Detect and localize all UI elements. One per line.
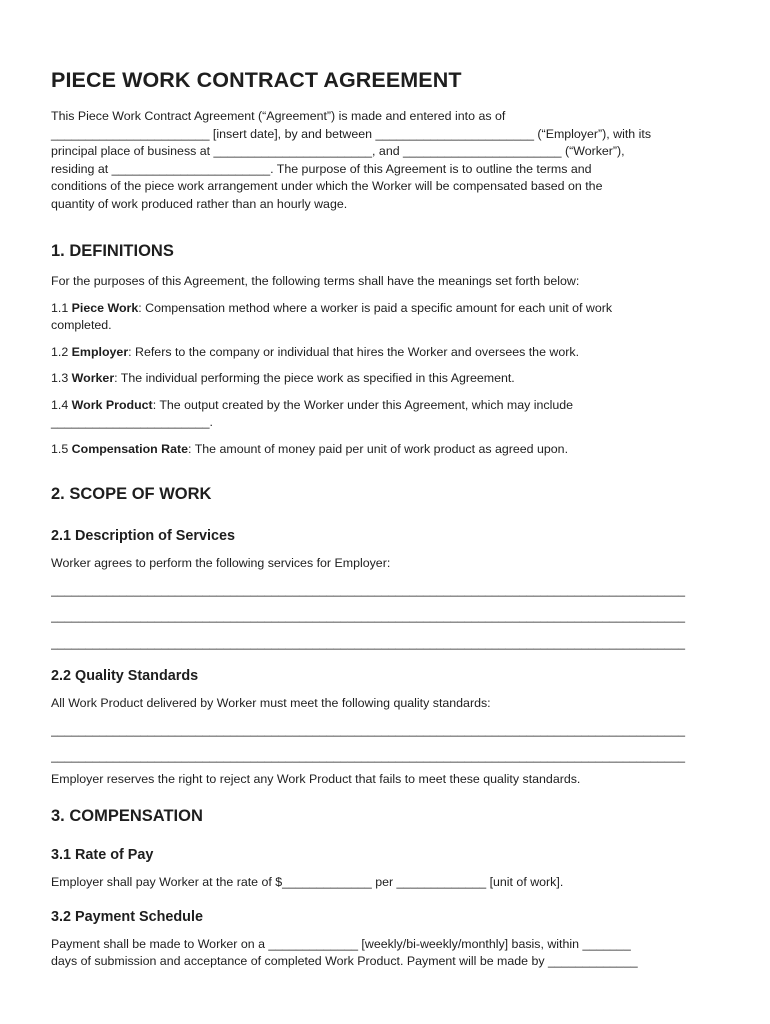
document-title: PIECE WORK CONTRACT AGREEMENT: [51, 68, 462, 92]
definition-item: [51, 344, 719, 362]
schedule-text: Payment shall be made to Worker on a _____________ [weekly/bi-weekly/monthly] basis, within _______ days of submission and acceptance of completed Work Product. Payment will be made by _____________: [51, 936, 638, 968]
definition-text: : The output created by the Worker under this Agreement, which may include _______________________.: [51, 397, 574, 429]
definition-number: 1.4: [51, 397, 72, 412]
schedule-heading: 3.2 Payment Schedule: [51, 908, 203, 925]
rate-heading: 3.1 Rate of Pay: [51, 847, 154, 863]
definition-term: Compensation Rate: [71, 441, 189, 456]
definition-text: : Refers to the company or individual that hires the Worker and oversees the work.: [128, 344, 580, 359]
definition-term: Piece Work: [71, 300, 139, 315]
definition-term: Employer: [71, 344, 129, 359]
definition-item: [51, 441, 719, 459]
definition-text: : Compensation method where a worker is paid a specific amount for each unit of work completed.: [51, 300, 613, 332]
intro-paragraph: This Piece Work Contract Agreement (“Agreement”) is made and entered into as of _______________________ [insert date], by and between _______________________ (“Employer”), with its principal place of business at _______________________, and _______________________ (“Worker”), residing at _______________________. The purpose of this Agreement is to outline the terms and conditions of the piece work arrangement under which the Worker will be compensated based on the quantity of work produced rather than an hourly wage.: [51, 109, 652, 211]
services-blank-line: ____________________________________________________________________________________________: [51, 582, 685, 597]
rate-text: Employer shall pay Worker at the rate of $_____________ per _____________ [unit of work].: [51, 875, 564, 889]
definition-item: [51, 370, 719, 388]
definition-number: 1.5: [51, 441, 72, 456]
services-text: Worker agrees to perform the following services for Employer:: [51, 556, 391, 570]
definition-item: [51, 397, 719, 432]
quality-blank-line: ____________________________________________________________________________________________: [51, 749, 685, 763]
definitions-heading: 1. DEFINITIONS: [51, 242, 174, 260]
scope-heading: 2. SCOPE OF WORK: [51, 485, 212, 503]
definition-text: : The amount of money paid per unit of work product as agreed upon.: [188, 441, 569, 456]
definition-number: 1.1: [51, 300, 72, 315]
definition-term: Worker: [71, 371, 115, 385]
quality-text: All Work Product delivered by Worker must meet the following quality standards:: [51, 696, 491, 710]
compensation-heading: 3. COMPENSATION: [51, 807, 203, 825]
services-heading: 2.1 Description of Services: [51, 528, 235, 544]
definition-number: 1.2: [51, 344, 72, 359]
quality-heading: 2.2 Quality Standards: [51, 668, 199, 684]
definition-text: : The individual performing the piece work as specified in this Agreement.: [114, 371, 515, 385]
quality-blank-line: ____________________________________________________________________________________________: [51, 722, 685, 737]
document-body: [51, 68, 719, 971]
services-blank-line: ____________________________________________________________________________________________: [51, 635, 685, 650]
definition-number: 1.3: [51, 371, 72, 385]
definitions-lead: For the purposes of this Agreement, the following terms shall have the meanings set forth below:: [51, 274, 580, 288]
definition-term: Work Product: [71, 397, 153, 412]
definition-item: [51, 300, 719, 335]
services-blank-line: ____________________________________________________________________________________________: [51, 609, 685, 623]
quality-note: Employer reserves the right to reject any Work Product that fails to meet these quality standards.: [51, 771, 581, 786]
